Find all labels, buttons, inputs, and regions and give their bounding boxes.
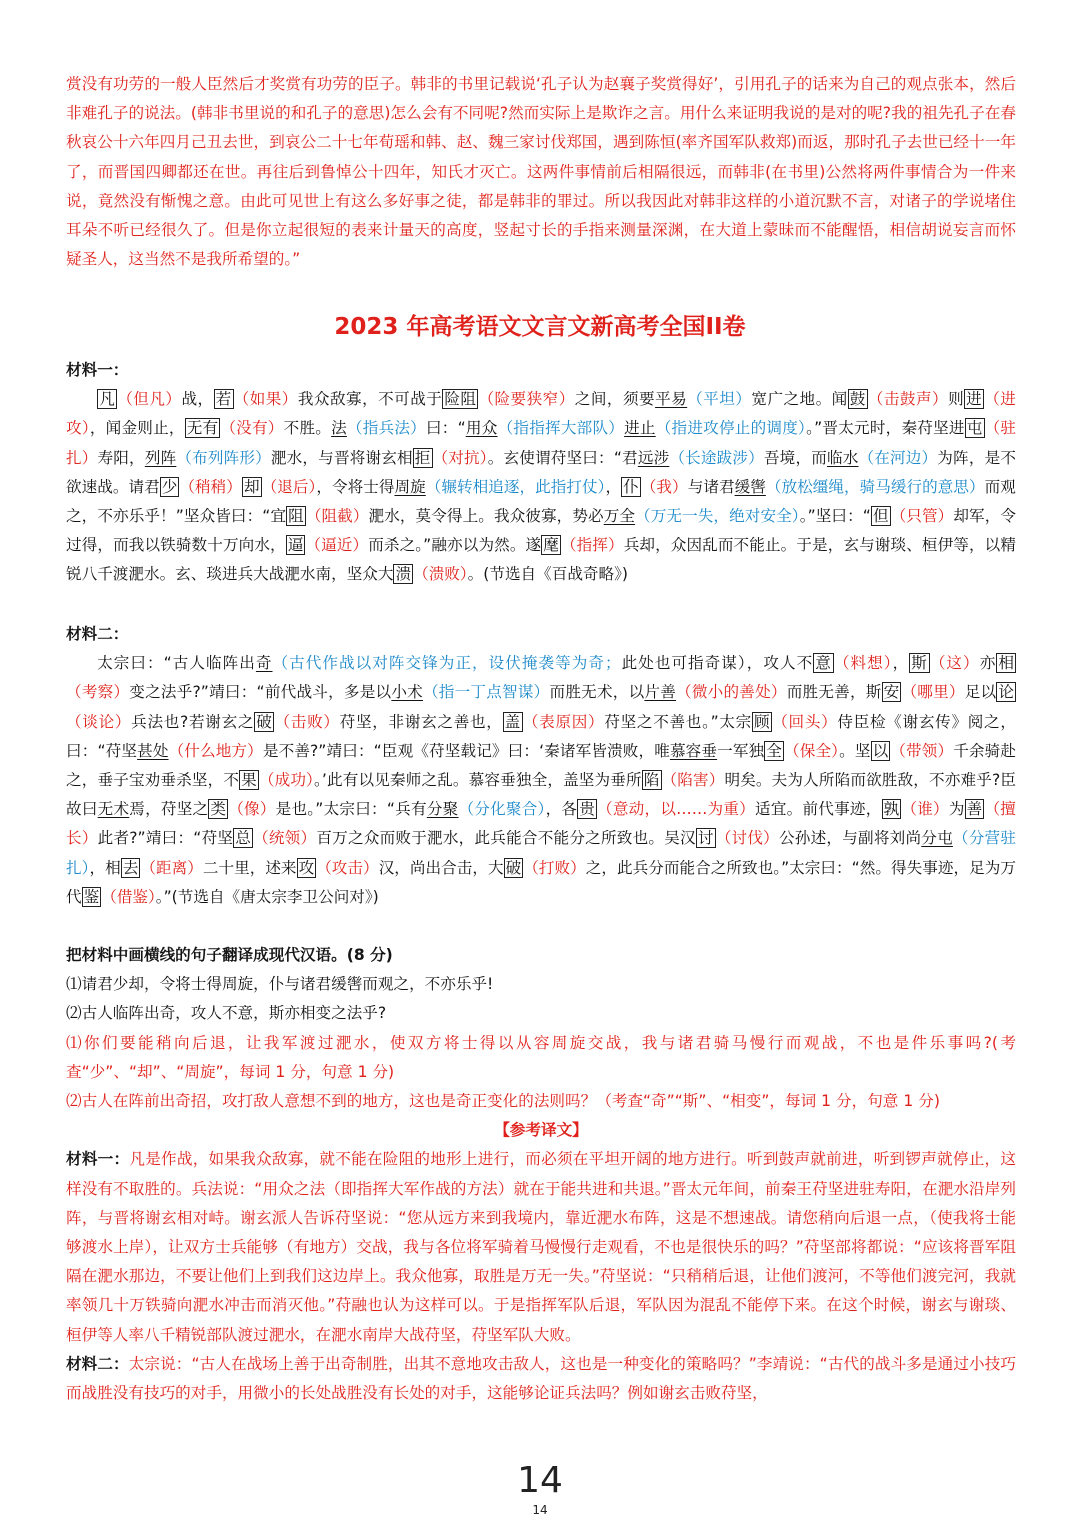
text-segment: 而胜无善，斯: [786, 683, 882, 702]
text-segment: （古代作战以对阵交锋为正，设伏掩袭等为奇；: [272, 654, 621, 673]
text-segment: （指兵法）: [346, 419, 426, 438]
boxed-word: 险阻: [444, 390, 477, 409]
text-segment: （万无一失，绝对安全）: [635, 507, 800, 526]
text-segment: 则: [948, 390, 965, 409]
text-segment: （什么地方）: [168, 741, 263, 760]
text-segment: 。’此有以见秦师之乱。慕容垂独全，盖坚为垂所: [314, 771, 642, 790]
answer-item-2: ⑵古人在阵前出奇招，攻打敌人意想不到的地方，这也是奇正变化的法则吗？（考查“奇”“斯”、“相变”，每词 1 分，句意 1 分): [66, 1092, 940, 1111]
text-segment: （但凡）: [117, 390, 182, 409]
boxed-word: 溃: [395, 565, 412, 584]
boxed-word: 相: [998, 654, 1014, 673]
boxed-word: 全: [766, 741, 783, 760]
text-segment: 寿阳，: [97, 448, 145, 467]
boxed-word: 逼: [287, 536, 304, 555]
text-segment: （放松缰绳，骑马缓行的意思）: [765, 477, 985, 496]
text-segment: 是也。”太宗曰：“兵有: [275, 800, 427, 819]
text-segment: 侍臣检《谢玄传》阅之，曰：“苻坚: [66, 712, 1016, 760]
section-title: 2023 年高考语文文言文新高考全国II卷: [334, 314, 746, 340]
text-segment: （考察）: [66, 683, 130, 702]
underlined-phrase: 无术: [97, 800, 130, 819]
text-segment: 亦: [979, 654, 997, 673]
question-item-2: ⑵古人临阵出奇，攻人不意，斯亦相变之法乎?: [66, 1004, 387, 1023]
text-segment: （我）: [640, 477, 688, 496]
boxed-word: 进: [966, 390, 983, 409]
text-segment: （意动，以……为重）: [597, 800, 755, 819]
boxed-word: 以: [872, 741, 889, 760]
text-segment: （分营驻扎）: [66, 829, 1016, 877]
text-segment: （分化聚合）: [458, 800, 546, 819]
text-segment: （讨伐）: [715, 829, 779, 848]
text-segment: 宽广之地。闻: [751, 390, 848, 409]
boxed-word: 盖: [504, 712, 521, 731]
boxed-word: 麾: [543, 536, 559, 555]
underlined-phrase: 小术: [391, 683, 423, 702]
text-segment: （表原因）: [522, 712, 605, 731]
boxed-word: 顾: [753, 712, 771, 731]
text-segment: ，闻金则止，: [89, 419, 185, 438]
boxed-word: 总: [235, 829, 252, 848]
text-segment: （回头）: [772, 712, 838, 731]
text-segment: 百万之众而败于淝水，此兵能合不能分之所致也。吴汉: [316, 829, 696, 848]
text-segment: 太宗曰：“古人临阵出: [97, 654, 256, 673]
text-segment: 我众敌寡，不可战于: [297, 390, 443, 409]
question-heading: 把材料中画横线的句子翻译成现代汉语。(8 分): [66, 946, 393, 964]
text-segment: 适宜。前代事迹，: [755, 800, 882, 819]
boxed-word: 贵: [579, 800, 596, 819]
text-segment: 此处也可指奇谋）: [620, 654, 747, 673]
text-segment: （擅长）: [66, 800, 1016, 848]
text-segment: （陷害）: [661, 771, 725, 790]
page-number-small: 14: [532, 1503, 548, 1517]
boxed-word: 无有: [186, 419, 219, 438]
text-segment: （指进攻停止的调度）: [655, 419, 807, 438]
text-segment: 千余骑赴之，垂子宝劝垂杀坚，不: [66, 741, 1016, 790]
text-segment: （阻截）: [305, 507, 369, 526]
material-one-label: 材料一：: [66, 361, 129, 379]
text-segment: （如果）: [233, 390, 298, 409]
text-segment: （指指挥大部队）: [497, 419, 625, 438]
intro-paragraph: [66, 70, 1016, 274]
underlined-phrase: 甚处: [137, 741, 169, 760]
text-segment: （在河边）: [858, 448, 938, 467]
text-segment: 一军独: [717, 741, 765, 760]
boxed-word: 去: [122, 858, 139, 877]
underlined-phrase: 片善: [644, 683, 677, 702]
boxed-word: 鼓: [849, 390, 866, 409]
text-segment: ，: [892, 654, 910, 673]
text-segment: 而胜无术，以: [549, 683, 645, 702]
text-segment: 此者?”靖曰：“苻坚: [97, 829, 234, 848]
underlined-phrase: 分聚: [426, 800, 459, 819]
underlined-phrase: 奇: [255, 654, 273, 673]
text-segment: 淝水，莫令得上。我众彼寡，势必: [368, 507, 604, 526]
text-segment: ，相: [89, 858, 121, 877]
boxed-word: 却: [243, 477, 260, 496]
text-segment: 公孙述，与副将刘尚: [778, 829, 922, 848]
text-segment: （料想）: [833, 654, 893, 673]
text-segment: （微小的善处）: [676, 683, 787, 702]
text-segment: （稍稍）: [179, 477, 242, 496]
question-item-1: ⑴请君少却，令将士得周旋，仆与诸君缓辔而观之，不亦乐乎!: [66, 975, 494, 994]
boxed-word: 意: [815, 654, 832, 673]
text-segment: （击鼓声）: [867, 390, 949, 409]
text-segment: 而杀之。”融亦以为然。遂: [368, 536, 542, 555]
text-segment: （进攻）: [66, 390, 1016, 438]
question-block: [66, 941, 1016, 1408]
text-segment: 二十里，述来: [202, 858, 297, 877]
text-segment: 不胜。: [283, 419, 332, 438]
underlined-phrase: 远涉: [637, 448, 670, 467]
text-segment: 淝水，与晋将谢玄相: [270, 448, 413, 467]
page-number: 14: [517, 1460, 563, 1501]
text-segment: （逼近）: [305, 536, 369, 555]
text-segment: （退后）: [261, 477, 317, 496]
underlined-phrase: 分屯: [921, 829, 953, 848]
text-segment: （驻扎）: [66, 419, 1016, 467]
boxed-word: 少: [161, 477, 178, 496]
text-segment: 。玄使谓苻坚曰：“君: [487, 448, 638, 467]
text-segment: （距离）: [140, 858, 203, 877]
text-segment: ，令将士得: [316, 477, 395, 496]
text-segment: 为: [948, 800, 965, 819]
text-segment: （平坦）: [687, 390, 752, 409]
underlined-phrase: 平易: [655, 390, 688, 409]
text-segment: （没有）: [220, 419, 284, 438]
boxed-word: 破: [505, 858, 522, 877]
intro-text: 赏没有功劳的一般人臣然后才奖赏有功劳的臣子。韩非的书里记载说‘孔子认为赵襄子奖赏得好’，引用孔子的话来为自己的观点张本，然后非难孔子的说法。(韩非书里说的和孔子的意思)怎么会有不同呢?然而实际上是欺诈之言。用什么来证明我说的是对的呢?我的祖先孔子在春秋哀公十六年四月己丑去世，到哀公二十七年荀瑶和韩、赵、魏三家讨伐郑国，遇到陈恒(率齐国军队救郑)而返，那时孔子去世已经十一年了，而晋国四卿都还在世。再往后到鲁悼公十四年，知氏才灭亡。这两件事情前后相隔很远，而韩非(在书里)公然将两件事情合为一件来说，竟然没有惭愧之意。由此可见世上有这么多好事之徒，都是韩非的罪过。所以我因此对韩非这样的小道沉默不言，对诸子的学说堵住耳朵不听已经很久了。但是你立起很短的表来计量天的高度，竖起寸长的手指来测量深渊，在大道上蒙昧而不能醒悟，相信胡说妄言而怀疑圣人，这当然不是我所希望的。”: [66, 75, 1016, 269]
material-two: [66, 620, 1016, 912]
text-segment: 之，此兵分而能合之所致也。”太宗曰：“然。得失事迹，足为万代: [66, 858, 1016, 906]
translation-one-label: 材料一：: [66, 1150, 130, 1169]
text-segment: 之间，须要: [574, 390, 656, 409]
text-segment: （统领）: [253, 829, 317, 848]
underlined-phrase: 慕容垂: [669, 741, 718, 760]
text-segment: 为阵，是不欲速战。请君: [66, 448, 1016, 496]
text-segment: 。”(节选自《唐太宗李卫公问对》): [155, 887, 379, 906]
boxed-word: 阻: [288, 507, 304, 526]
text-segment: 是不善?”靖曰：“臣观《苻坚载记》曰：‘秦诸军皆溃败，唯: [262, 741, 670, 760]
boxed-word: 屯: [966, 419, 983, 438]
translation-one-text: 凡是作战，如果我众敌寡，就不能在险阻的地形上进行，而必须在平坦开阔的地方进行。听到鼓声就前进，听到锣声就停止，这样没有不取胜的。兵法说：“用众之法（即指挥大军作战的方法）就在于能共进和共退。”晋太元年间，前秦王苻坚进驻寿阳，在淝水沿岸列阵，与晋将谢玄相对峙。谢玄派人告诉苻坚说：“您从远方来到我境内，靠近淝水布阵，这是不想速战。请您稍向后退一点，（使我将士能够渡水上岸），让双方士兵能够（有地方）交战，我与各位将军骑着马慢慢行走观看，不也是很快乐的吗？”苻坚部将都说：“应该将晋军阻隔在淝水那边，不要让他们上到我们这边岸上。我众他寡，取胜是万无一失。”苻坚说：“只稍稍后退，让他们渡河，不等他们渡完河，我就率领几十万铁骑向淝水冲击而消灭他。”苻融也认为这样可以。于是指挥军队后退，军队因为混乱不能停下来。在这个时候，谢玄与谢琰、桓伊等人率八千精锐部队渡过淝水，在淝水南岸大战苻坚，苻坚军队大败。: [66, 1150, 1016, 1344]
boxed-word: 鉴: [83, 887, 100, 906]
boxed-word: 攻: [298, 858, 315, 877]
text-segment: （攻击）: [316, 858, 379, 877]
text-segment: （长途跋涉）: [669, 448, 764, 467]
text-segment: （成功）: [258, 771, 314, 790]
text-segment: （谁）: [901, 800, 949, 819]
text-segment: 变之法乎?”靖曰：“前代战斗，多是以: [129, 683, 392, 702]
text-segment: ，: [605, 477, 622, 496]
text-segment: 焉，苻坚之: [129, 800, 209, 819]
underlined-phrase: 用众: [465, 419, 498, 438]
boxed-word: 但: [872, 507, 889, 526]
text-segment: （只管）: [890, 507, 954, 526]
boxed-word: 善: [966, 800, 983, 819]
text-segment: ，各: [545, 800, 578, 819]
text-segment: 足以: [964, 683, 997, 702]
underlined-phrase: 缓辔: [734, 477, 766, 496]
boxed-word: 类: [210, 800, 227, 819]
text-segment: 。”坚曰：“: [799, 507, 871, 526]
text-segment: （这）: [929, 654, 980, 673]
material-two-label: 材料二：: [66, 625, 129, 643]
boxed-word: 安: [883, 683, 900, 702]
text-segment: （保全）: [784, 741, 840, 760]
text-segment: （借鉴）: [101, 887, 156, 906]
text-segment: （像）: [228, 800, 276, 819]
translation-two-label: 材料二：: [66, 1354, 129, 1373]
material-one-text: [66, 385, 1016, 589]
text-segment: （险要狭窄）: [478, 390, 575, 409]
underlined-phrase: 进止: [624, 419, 656, 438]
text-segment: （对抗）: [432, 448, 488, 467]
text-segment: 汉，尚出合击，大: [378, 858, 504, 877]
material-two-text: [66, 649, 1016, 912]
text-segment: 兵法也?若谢玄之: [131, 712, 255, 731]
text-segment: 与诸君: [687, 477, 735, 496]
underlined-phrase: 周旋: [394, 477, 426, 496]
text-segment: 曰：“: [425, 419, 466, 438]
text-segment: （辗转相追逐，此指打仗）: [425, 477, 606, 496]
text-segment: （溃败）: [413, 565, 468, 584]
text-segment: （击败）: [274, 712, 340, 731]
text-segment: 苻坚之不善也。”太宗: [604, 712, 752, 731]
underlined-phrase: 万全: [603, 507, 636, 526]
underlined-phrase: 临水: [826, 448, 859, 467]
boxed-word: 论: [998, 683, 1014, 702]
boxed-word: 破: [256, 712, 273, 731]
boxed-word: 凡: [99, 390, 116, 409]
boxed-word: 孰: [883, 800, 900, 819]
text-segment: （布列阵形）: [176, 448, 271, 467]
text-segment: 战，: [181, 390, 214, 409]
boxed-word: 若: [215, 390, 232, 409]
text-segment: 兵却，众因乱而不能止。于是，玄与谢琰、桓伊等，以精锐八千渡淝水。玄、琰进兵大战淝水南，坚众大: [66, 536, 1016, 584]
text-segment: 吾境，而: [763, 448, 827, 467]
text-segment: （哪里）: [901, 683, 965, 702]
text-segment: （谈论）: [66, 712, 132, 731]
boxed-word: 果: [241, 771, 257, 790]
text-segment: 苻坚，非谢玄之善也，: [339, 712, 503, 731]
translation-two-text: 太宗说：“古人在战场上善于出奇制胜，出其不意地攻击敌人，这也是一种变化的策略吗？”李靖说：“古代的战斗多是通过小技巧而战胜没有技巧的对手，用微小的长处战胜没有长处的对手，这能够论证兵法吗？例如谢玄击败苻坚，: [66, 1354, 1016, 1403]
text-segment: （带领）: [890, 741, 954, 760]
text-segment: 。(节选自《百战奇略》): [467, 565, 628, 584]
text-segment: 却军，令过得，而我以铁骑数十万向水，: [66, 507, 1016, 555]
answer-item-1: ⑴你们要能稍向后退，让我军渡过淝水，使双方将士得以从容周旋交战，我与诸君骑马慢行而观战，不也是件乐事吗?(考查“少”、“却”、“周旋”，每词 1 分，句意 1 分): [66, 1033, 1016, 1081]
text-segment: 。坚: [839, 741, 871, 760]
underlined-phrase: 列阵: [144, 448, 177, 467]
material-one: [66, 356, 1016, 590]
text-segment: ，攻人不: [746, 654, 814, 673]
text-segment: （指挥）: [560, 536, 624, 555]
boxed-word: 陷: [643, 771, 660, 790]
text-segment: （打败）: [523, 858, 586, 877]
text-segment: 而观之，不亦乐乎！”坚众皆曰：“宜: [66, 477, 1016, 526]
boxed-word: 拒: [414, 448, 431, 467]
underlined-phrase: 法: [331, 419, 347, 438]
text-segment: 。”晋太元时，秦苻坚进: [806, 419, 965, 438]
boxed-word: 仆: [623, 477, 639, 496]
reference-translation-heading: 【参考译文】: [494, 1121, 588, 1140]
boxed-word: 讨: [697, 829, 714, 848]
boxed-word: 斯: [911, 654, 928, 673]
text-segment: 明矣。夫为人所陷而欲胜敌，不亦难乎?臣故曰: [66, 771, 1016, 819]
text-segment: （指一丁点智谋）: [422, 683, 550, 702]
